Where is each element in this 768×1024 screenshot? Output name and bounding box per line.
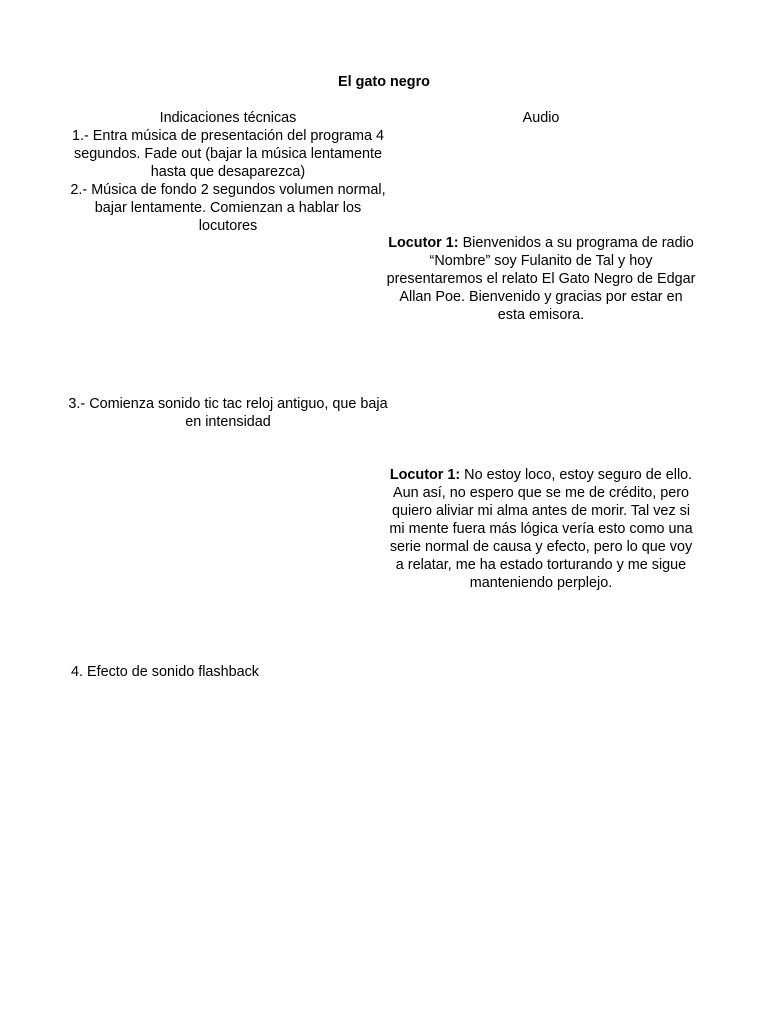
- speaker-label: Locutor 1:: [388, 235, 459, 251]
- audio-line-2: [384, 466, 698, 592]
- audio-line-1: [384, 234, 698, 324]
- dialogue-continuation: Aun así, no espero que se me de crédito, pero quiero aliviar mi alma antes de morir. Tal vez si mi mente fuera más lógica vería esto como una serie normal de causa y efecto, pero lo que voy a relatar, me ha estado torturando y me sigue manteniendo perplejo.: [389, 485, 693, 591]
- document-title: El gato negro: [338, 74, 430, 90]
- dialogue-text: Bienvenidos a su programa de radio “Nombre” soy Fulanito de Tal y hoy presentaremos el relato El Gato Negro de Edgar Allan Poe. Bienvenido y gracias por estar en esta emisora.: [386, 235, 696, 323]
- technical-item-1: 1.- Entra música de presentación del programa 4 segundos. Fade out (bajar la música lentamente hasta que desaparezca): [72, 128, 384, 180]
- dialogue-text: No estoy loco, estoy seguro de ello.: [460, 467, 693, 483]
- technical-item-2: 2.- Música de fondo 2 segundos volumen normal, bajar lentamente. Comienzan a hablar los locutores: [70, 182, 386, 234]
- speaker-label: Locutor 1:: [389, 467, 461, 483]
- technical-item-3: 3.- Comienza sonido tic tac reloj antiguo, que baja en intensidad: [68, 396, 388, 430]
- technical-column-header: Indicaciones técnicas: [159, 110, 297, 126]
- technical-column: [70, 109, 386, 235]
- audio-column-header: Audio: [522, 110, 560, 126]
- audio-line-2-intro: [390, 467, 692, 483]
- technical-item-4: 4. Efecto de sonido flashback: [71, 664, 259, 680]
